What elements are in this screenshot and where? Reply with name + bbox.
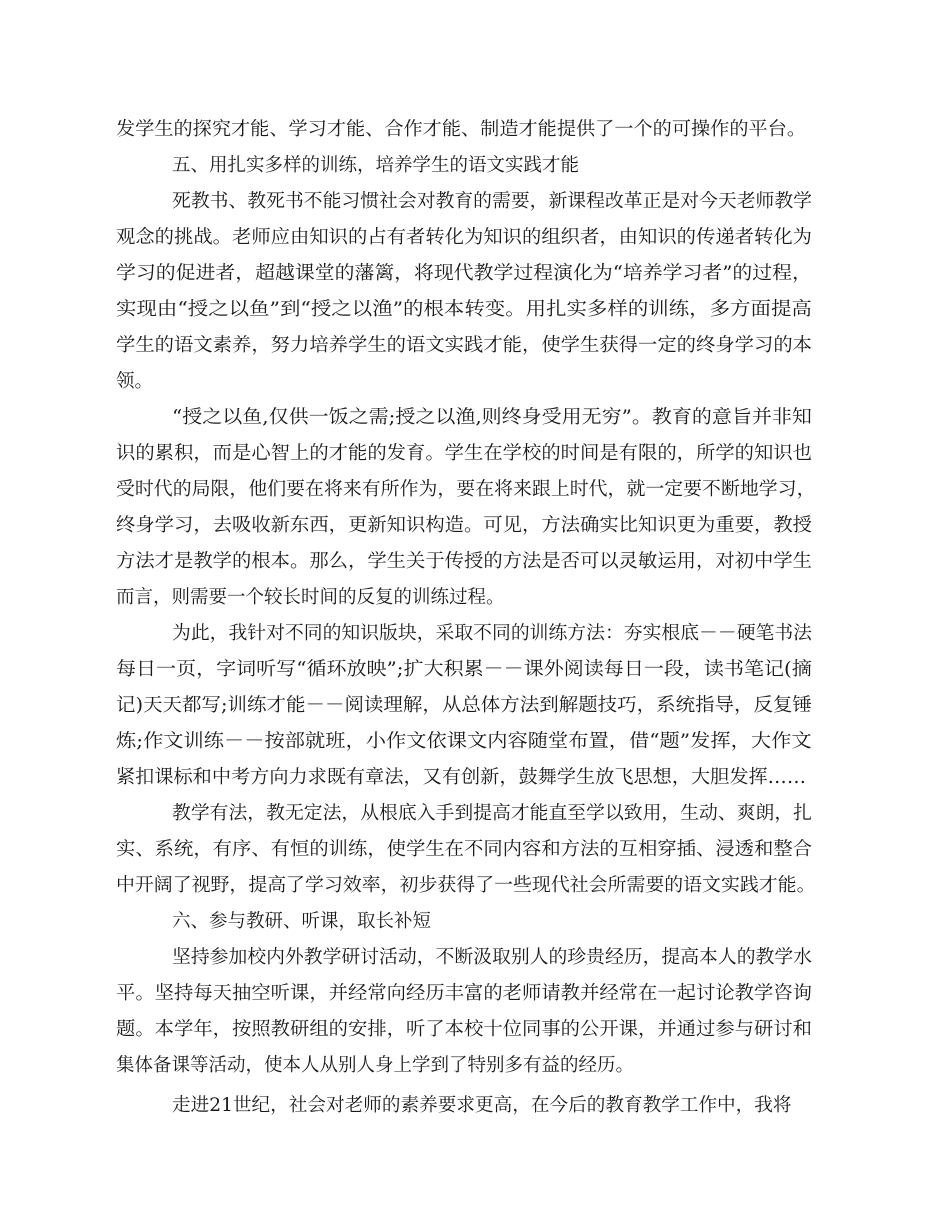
paragraph-line: 领。 xyxy=(116,371,154,392)
paragraph-line: 紧扣课标和中考方向力求既有章法，又有创新，鼓舞学生放飞思想，大胆发挥…… xyxy=(116,767,807,788)
paragraph-line: 坚持参加校内外教学研讨活动，不断汲取别人的珍贵经历，提高本人的教学水 xyxy=(172,947,813,968)
paragraph-line: 学生的语文素养，努力培养学生的语文实践才能，使学生获得一定的终身学习的本 xyxy=(116,335,813,356)
section-heading-six: 六、参与教研、听课，取长补短 xyxy=(172,911,432,932)
paragraph-line: 教学有法，教无定法，从根底入手到提高才能直至学以致用，生动、爽朗，扎 xyxy=(172,803,813,824)
paragraph-line: 为此，我针对不同的知识版块，采取不同的训练方法：夯实根底－－硬笔书法 xyxy=(172,623,813,644)
paragraph-line: 记)天天都写;训练才能－－阅读理解，从总体方法到解题技巧，系统指导，反复锤 xyxy=(116,695,812,716)
paragraph-line: 识的累积，而是心智上的才能的发育。学生在学校的时间是有限的，所学的知识也 xyxy=(116,443,813,464)
paragraph-line: 实、系统，有序、有恒的训练，使学生在不同内容和方法的互相穿插、浸透和整合 xyxy=(116,839,813,860)
paragraph-line: 终身学习，去吸收新东西，更新知识构造。可见，方法确实比知识更为重要，教授 xyxy=(116,515,813,536)
paragraph-line: 集体备课等活动，使本人从别人身上学到了特别多有益的经历。 xyxy=(116,1055,635,1076)
paragraph-line: 平。坚持每天抽空听课，并经常向经历丰富的老师请教并经常在一起讨论教学咨询 xyxy=(116,983,813,1004)
paragraph-line: 每日一页，字词听写“循环放映”;扩大积累－－课外阅读每日一段，读书笔记(摘 xyxy=(116,659,812,680)
paragraph-line: “授之以鱼,仅供一饭之需;授之以渔,则终身受用无穷”。教育的意旨并非知 xyxy=(172,407,812,428)
paragraph-line: 学习的促进者，超越课堂的藩篱，将现代教学过程演化为“培养学习者”的过程， xyxy=(116,263,812,284)
paragraph-line: 观念的挑战。老师应由知识的占有者转化为知识的组织者，由知识的传递者转化为 xyxy=(116,227,813,248)
paragraph-line: 走进21世纪，社会对老师的素养要求更高，在今后的教育教学工作中，我将 xyxy=(172,1095,792,1116)
paragraph-line: 而言，则需要一个较长时间的反复的训练过程。 xyxy=(116,587,505,608)
paragraph-line: 题。本学年，按照教研组的安排，听了本校十位同事的公开课，并通过参与研讨和 xyxy=(116,1019,813,1040)
paragraph-line: 受时代的局限，他们要在将来有所作为，要在将来跟上时代，就一定要不断地学习， xyxy=(116,479,816,500)
section-heading-five: 五、用扎实多样的训练，培养学生的语文实践才能 xyxy=(172,155,580,176)
paragraph-line: 方法才是教学的根本。那么，学生关于传授的方法是否可以灵敏运用，对初中学生 xyxy=(116,551,813,572)
paragraph-line: 中开阔了视野，提高了学习效率，初步获得了一些现代社会所需要的语文实践才能。 xyxy=(116,875,816,896)
paragraph-line: 炼;作文训练－－按部就班，小作文依课文内容随堂布置，借“题”发挥，大作文 xyxy=(116,731,812,752)
paragraph-line: 死教书、教死书不能习惯社会对教育的需要，新课程改革正是对今天老师教学 xyxy=(172,191,813,212)
paragraph-line: 实现由“授之以鱼”到“授之以渔”的根本转变。用扎实多样的训练，多方面提高 xyxy=(116,299,812,320)
paragraph-line: 发学生的探究才能、学习才能、合作才能、制造才能提供了一个的可操作的平台。 xyxy=(116,119,807,140)
